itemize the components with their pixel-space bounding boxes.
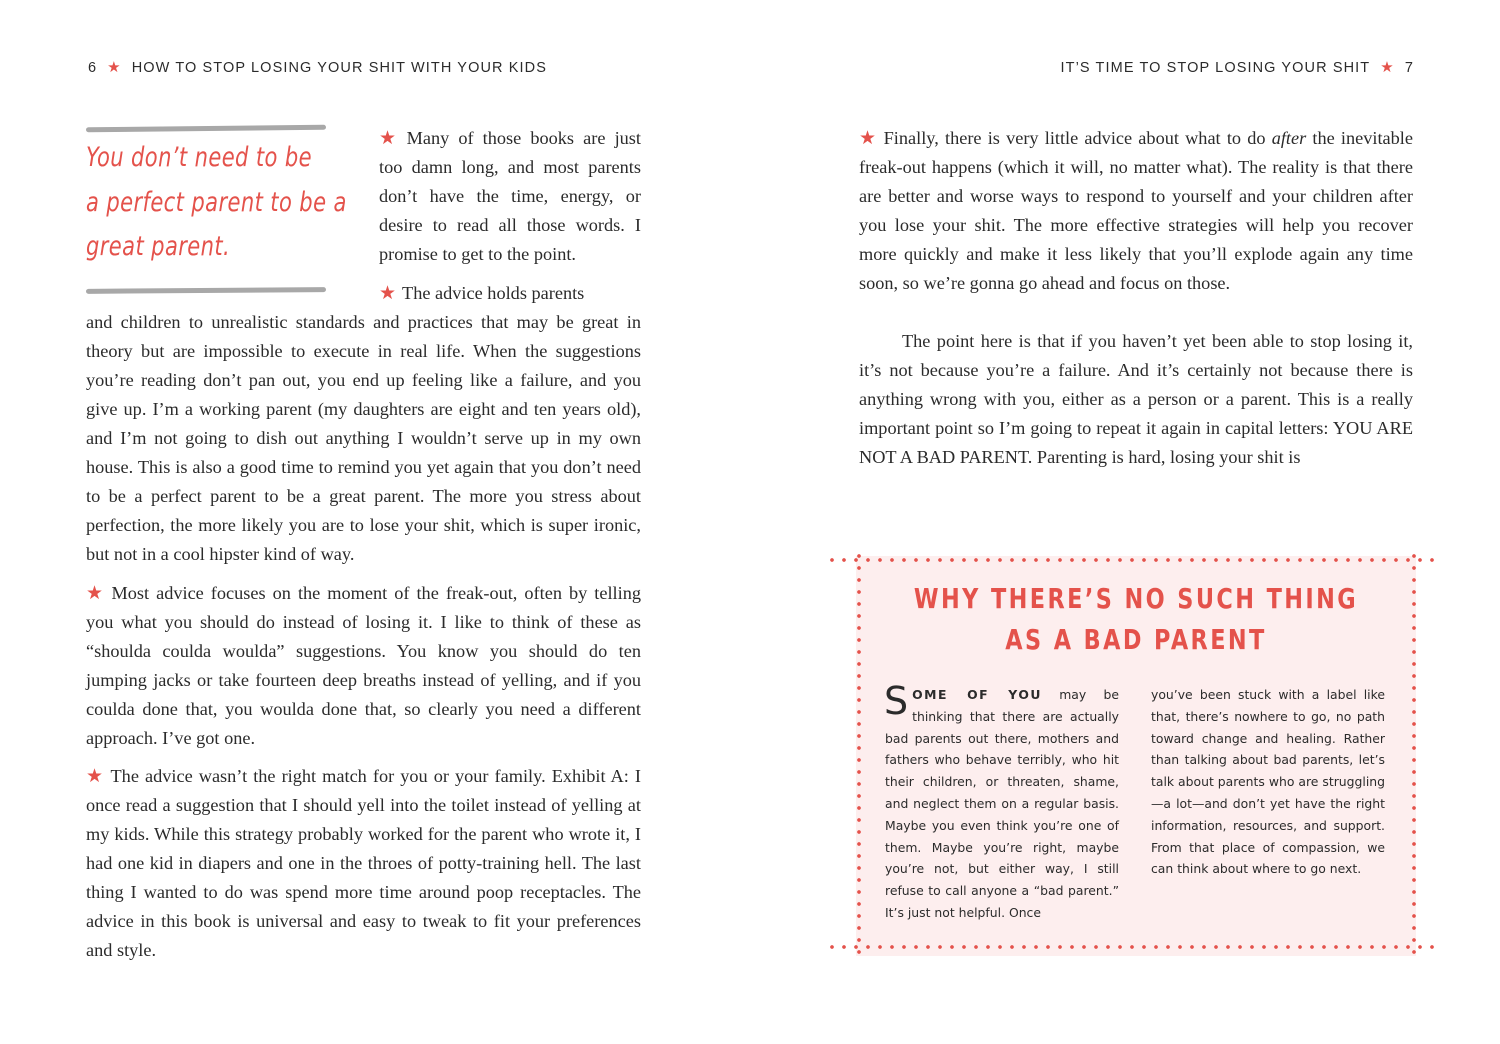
body-text-column [859, 124, 1413, 472]
drop-cap: S [884, 679, 909, 723]
paragraph: ★ The advice wasn’t the right match for you or your family. Exhibit A: I once read a suggestion that I should yell into the toilet instead of yelling at my kids. While this strategy probably worked for the parent who wrote it, I had one kid in diapers and one in the throes of potty-training hell. The last thing I wanted to do was spend more time around poop receptacles. The advice in this book is universal and easy to tweak to fit your preferences and style. [86, 766, 641, 960]
body-text-column-narrow [379, 124, 641, 308]
right-page [750, 0, 1500, 1044]
pull-quote-top-rule [86, 125, 326, 133]
sidebar-column-1: SOME OF YOU may be thinking that there are actually bad parents out there, mothers and fathers who behave terribly, who hit their children, or threaten, shame, and neglect them on a regular basis. Maybe you even think you’re one of them. Maybe you’re right, maybe you’re not, but either way, I still refuse to call anyone a “bad parent.” It’s just not helpful. Once [884, 679, 1119, 920]
dotted-border-left [857, 550, 861, 962]
star-icon: ★ [86, 766, 105, 787]
paragraph: ★ The advice holds parents [379, 283, 585, 304]
paragraph: The point here is that if you haven’t yet been able to stop losing it, it’s not because you’re a failure. And it’s certainly not because there is anything wrong with you, either as a person or a parent. This is a really important point so I’m going to repeat it again in capital letters: YOU ARE NOT A BAD PARENT. Parenting is hard, losing your shit is [859, 331, 1413, 467]
star-icon: ★ [107, 59, 122, 76]
book-title: HOW TO STOP LOSING YOUR SHIT WITH YOUR KIDS [131, 60, 547, 76]
star-icon: ★ [859, 128, 878, 149]
sidebar-title: WHY THERE’S NO SUCH THING [913, 582, 1359, 615]
sidebar-box [826, 550, 1438, 962]
dotted-border-right [1412, 550, 1416, 962]
star-icon: ★ [1380, 59, 1395, 76]
dotted-border-top [826, 558, 1438, 562]
paragraph: ★ Many of those books are just too damn long, and most parents don’t have the time, energy, or desire to read all those words. I promise to get to the point. [379, 128, 641, 264]
running-head-left [88, 58, 547, 76]
sidebar-column-2: you’ve been stuck with a label like that, there’s nowhere to go, no path toward change and healing. Rather than talking about bad parents, let’s talk about parents who are struggling—a lot—and don’t yet have the right information, resources, and support. From that place of compassion, we can think about where to go next. [1151, 687, 1385, 877]
dotted-border-bottom [826, 945, 1438, 949]
star-icon: ★ [86, 582, 106, 604]
paragraph: ★ Finally, there is very little advice about what to do after the inevitable freak-out happens (which it will, no matter what). The reality is that there are better and worse ways to respond to yourself and your children after you lose your shit. The more effective strategies will help you recover more quickly and make it less likely that you’ll explode again any time soon, so we’re gonna go ahead and focus on those. [859, 128, 1413, 293]
pull-quote [86, 124, 347, 299]
pull-quote-bottom-rule [86, 287, 326, 294]
running-head-right [1061, 58, 1414, 76]
sidebar-title: AS A BAD PARENT [1005, 623, 1267, 656]
page-number: 6 [88, 60, 98, 76]
page-number: 7 [1404, 60, 1414, 76]
pull-quote-line: You don’t need to be [86, 142, 313, 173]
paragraph: ★ Most advice focuses on the moment of the freak-out, often by telling you what you should do instead of losing it. I like to think of these as “shoulda coulda woulda” suggestions. You know you should do ten jumping jacks or take fourteen deep breaths instead of yelling, and if you coulda done that, you woulda done that, so clearly you need a different approach. I’ve got one. [86, 582, 641, 748]
paragraph: and children to unrealistic standards and practices that may be great in theory but are impossible to execute in real life. When the suggestions you’re reading don’t pan out, you end up feeling like a failure, and you give up. I’m a working parent (my daughters are eight and ten years old), and I’m not going to dish out anything I wouldn’t serve up in my own house. This is also a good time to remind you yet again that you don’t need to be a perfect parent to be a great parent. The more you stress about perfection, the more likely you are to lose your shit, which is super ironic, but not in a cool hipster kind of way. [86, 312, 641, 564]
star-icon: ★ [379, 128, 401, 149]
chapter-title: IT’S TIME TO STOP LOSING YOUR SHIT [1060, 60, 1371, 76]
star-icon: ★ [379, 283, 397, 304]
body-text-column [86, 308, 641, 965]
pull-quote-line: a perfect parent to be a [86, 187, 347, 218]
lead-in: OME OF YOU [912, 687, 1042, 702]
pull-quote-line: great parent. [86, 231, 231, 262]
